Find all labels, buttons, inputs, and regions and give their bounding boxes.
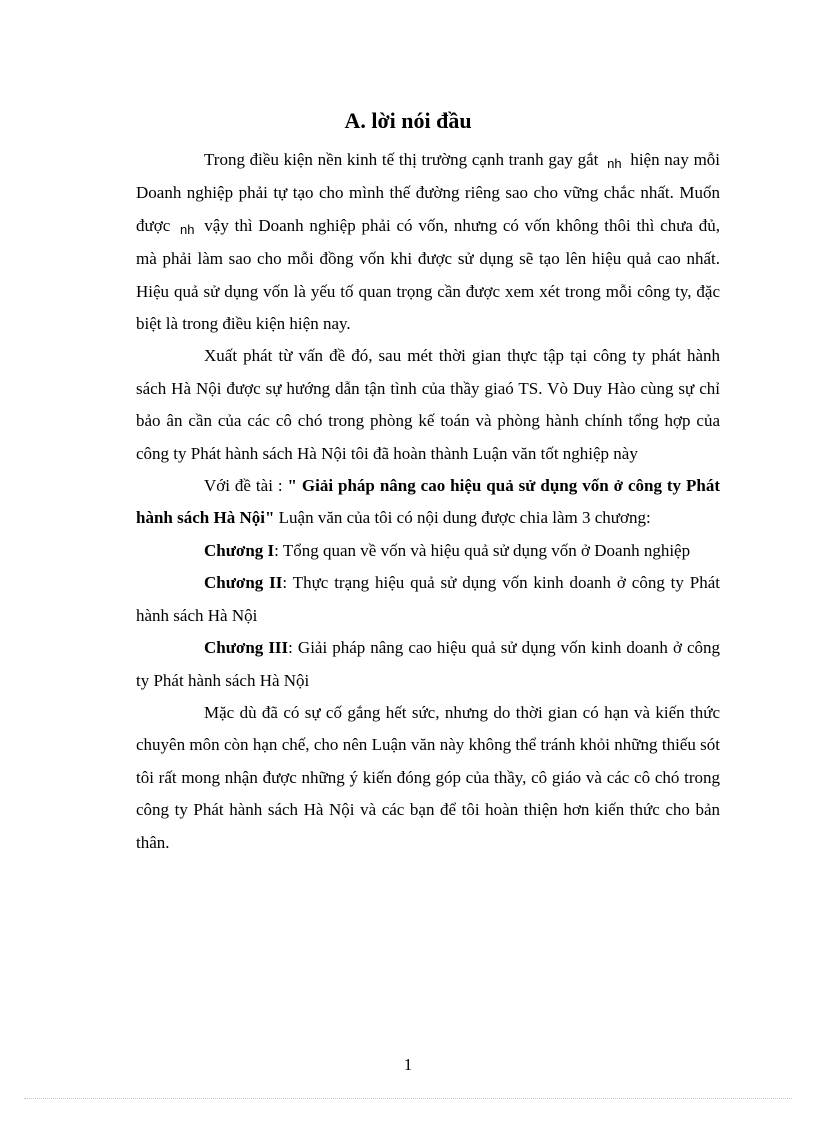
chapter-label: Chương II	[204, 573, 283, 593]
chapter-item	[136, 632, 720, 697]
topic-title: " Giải pháp nâng cao hiệu quả sử dụng vốn ở công ty Phát hành sách Hà Nội"	[136, 476, 721, 528]
document-body	[136, 144, 720, 859]
page-bottom-divider	[24, 1098, 792, 1099]
chapter-text: : Tổng quan về vốn và hiệu quả sử dụng vốn ở Doanh nghiệp	[274, 540, 691, 560]
inline-fragment: nh	[180, 221, 195, 237]
chapter-item	[136, 535, 720, 567]
inline-fragment: nh	[607, 156, 622, 171]
chapter-item	[136, 567, 720, 632]
paragraph-intro-part-1: Trong điều kiện nền kinh tế thị trường cạnh tranh gay gắt	[204, 150, 599, 169]
paragraph-intro-part-2: hiện nay mỗi Doanh nghiệp phải tự tạo cho mình thế đường riêng sao cho vững chắc nhất. Muốn được	[136, 150, 721, 235]
topic-rest: Luận văn của tôi có nội dung được chia làm 3 chương:	[278, 508, 651, 528]
page-number: 1	[403, 1055, 413, 1074]
paragraph-intro	[136, 144, 720, 340]
paragraph-closing: Mặc dù đã có sự cố gắng hết sức, nhưng do thời gian có hạn và kiến thức chuyên môn còn hạn chế, cho nên Luận văn này không thể tránh khỏi những thiếu sót tôi rất mong nhận được những ý kiến đóng góp của thầy, cô giáo và các cô chó trong công ty Phát hành sách Hà Nội và các bạn để tôi hoàn thiện hơn kiến thức cho bản thân.	[136, 702, 720, 852]
chapter-text: : Thực trạng hiệu quả sử dụng vốn kinh doanh ở công ty Phát hành sách Hà Nội	[136, 573, 720, 625]
chapter-label: Chương I	[204, 540, 275, 560]
paragraph-background: Xuất phát từ vấn đề đó, sau mét thời gian thực tập tại công ty phát hành sách Hà Nội được sự hướng dẫn tận tình của thầy giaó TS. Vò Duy Hào cùng sự chỉ bảo ân cần của các cô chó trong phòng kế toán và phòng hành chính tổng hợp của công ty Phát hành sách Hà Nội tôi đã hoàn thành Luận văn tốt nghiệp này	[136, 346, 720, 463]
page-title: A. lời nói đầu	[344, 108, 472, 133]
chapter-label: Chương III	[204, 638, 289, 658]
paragraph-intro-part-3: vậy thì Doanh nghiệp phải có vốn, nhưng có vốn không thôi thì chưa đủ, mà phải làm sao cho mỗi đồng vốn khi được sử dụng sẽ tạo lên hiệu quả cao nhất. Hiệu quả sử dụng vốn là yếu tố quan trọng cần được xem xét trong mỗi công ty, đặc biệt là trong điều kiện hiện nay.	[136, 215, 721, 334]
topic-lead: Với đề tài :	[204, 476, 283, 496]
chapter-text: : Giải pháp nâng cao hiệu quả sử dụng vốn kinh doanh ở công ty Phát hành sách Hà Nội	[136, 638, 720, 690]
paragraph-topic	[136, 470, 720, 535]
